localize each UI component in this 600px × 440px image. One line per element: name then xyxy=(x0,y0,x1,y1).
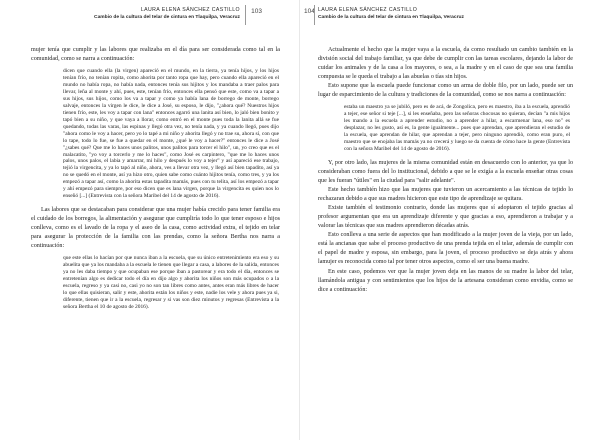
block-quote: que este ellas lo hacían por que nunca iban a la escuela, que su único entretenimiento era eso y su abuelita que ya los mandaba a la escuela le tienen que llegar a casa, a labores de la salida, entonces ya no les daba tiempo y que ocupaban ese porque iban a pastorear y era todo el día, entonces se entretenían algo es dedicar todo el día en dijo algo y ahorita los niños son más ocupados o a la escuela, regreso y ya casi no, casi yo no son tan libres como antes, antes eran más libres de hacer lo que ellas quisieran, salir y este, ahorita están los niños y este, nadie los vele y ahora pues ya si, diferente, tienen que ir a la escuela, regresar y si vas son diez minutos y regresas (Entrevista a la señora Bertha el 10 de agosto de 2016). xyxy=(63,255,279,311)
gutter xyxy=(299,0,300,440)
block-quote: estaba un maestro ya se jubiló, pero es de acá, de Zongolica, pero es maestro, iba a la escuela, aprendió a tejer, ese señor si teje [...], si les enseñaba, pero las señoras chocosas no quieran, decían "a mis hijos les mando a la escuela a aprender estudio, no a aprender a hilar, a escarmenar lana, eso no" es desplazar, no les gusto, así es, la gente igualmente... pues que aprendan, que aprendieran el estudio de la escuela, que aprendan de hilar, que aprendan a tejer, pero ninguno aprendiò, como eran puro, el maestro que se enojaba las mamás ya no crecerá y luego se da cuenta de cómo hace la gente (Entrevista con la señora Maribel del 14 de agosto de 2016). xyxy=(344,104,570,152)
page-number: 104 xyxy=(304,8,315,15)
header-divider xyxy=(245,5,246,25)
header-title: Cambio de la cultura del telar de cintura en Tlaquilpa, Veracruz xyxy=(318,15,464,20)
block-quote: dicen que cuando ella (la virgen) apareció en el mundo, en la tierra, ya tenía hijos, y los hijos tenían frío, no tenían ropita, como ahorita por tanto ropa que hay, pero cuando ella apareció en el mundo no había ropa, no había nada, entonces tenía sus hijitos y los mandaba a traer palos para llevar, leña al monte y ahí, pues, este, tenían frío, entonces ella pensó que este, como va a tapar a sus hijos, sus hijos, como los va a tapar y como ya había lana de borrego de monte, borrego salvaje, entonces la virgen le dice, le dice a José, su esposo, le dijo, "¿ahora qué? Nuestros hijos tienen frío, este, les voy a tapar con lana" entonces agarró una lanita así bien, lo jaló bien bonito y tapó bien a su niño, y que vaya a llorar, como entró en el monte pues toda la lanita allá se fue quedando, todas las varas, las espinas y llegó otra vez, no tenía nada, y ya cuando llegó, pues dijo "ahora como le voy a hacer, pero yo lo tapé a mi niño y ahorita llegó y no trae su, ahora sí, con que lo tape, todo lo fue, se fue a quedar en el monte, ¿qué le voy a hacer?" entonces le dice a José "¿sabes qué? Que me lo haces unos palitos, unos palitos para torcer el hilo", un, yo creo que es el malacatito, "yo voy a torcerlo y me lo haces", como José es carpintero, "que me lo haces unos palos, unos palos, el labia y amarrar, mi hilo y después lo voy a tejer" y así apareció ese trabajo, tejió la virgencita, y ya lo tapó al niño, ahora, ves a llevar otra vez, y llegó así bien tapadito, así ya no se quedó en el monte, así ya hizo otro, quien sabe como cuánto hijitos tenía, como tres, y ya los empezó a tapar así, como la ahorita estas tapadita mamás, pues con tu telita, así los empezó a tapar y ahí empezó para siempre, por eso dicen que es lana virgen, porque la virgencita es quien nos lo enseñó [...] (Entrevista con la señora Maribel del 14 de agosto de 2016). xyxy=(63,68,279,200)
header-divider xyxy=(314,5,315,25)
paragraph: Las labores que se destacaban para considerar que una mujer había crecido para tener familia era el cuidado de los borregos, la alimentación y asegurar que cumpliría todo lo que tener esposo e hijos conlleva, como es el lavado de la ropa y el aseo de la casa, como actividad extra, el tejido en telar para asegurar la protección de la familia con las prendas, como la señora Bertha nos narra a continuación: xyxy=(31,207,280,250)
paragraph: Actualmente el hecho que la mujer vaya a la escuela, da como resultado un cambio también en la división social del trabajo familiar, ya que debe de cumplir con las tareas escolares, dejando la labor de cuidar los animales y de la casa a los mayores, o sea, a la madre y en el caso de que sea una familia compuesta se le queda el trabajo a las abuelas o tías sin hijos. xyxy=(318,47,573,81)
header-author: LAURA ELENA SÁNCHEZ CASTILLO xyxy=(318,7,418,13)
paragraph: Existe también el testimonio contrario, donde las mujeres que sí adoptaron el tejido gracias al profesor argumentan que era un aprendizaje diferente y que gracias a eso, aprendieron a trabajar y a valorar las técnicas que sus madres aprendieron décadas atrás. xyxy=(318,205,573,230)
page-body xyxy=(318,46,573,295)
header-title: Cambio de la cultura del telar de cintura en Tlaquilpa, Veracruz xyxy=(94,15,240,20)
right-page xyxy=(304,0,600,440)
paragraph: mujer tenía que cumplir y las labores que realizaba en el día para ser considerada como tal en la comunidad, como se narra a continuación: xyxy=(31,47,280,63)
paragraph: Esto supone que la escuela puede funcionar como un arma de doble filo, por un lado, puede ser un lugar de esparcimiento de la cultura y tradiciones de la comunidad, como se nos narra a continuación: xyxy=(318,83,573,99)
running-header xyxy=(94,7,240,21)
header-author: LAURA ELENA SÁNCHEZ CASTILLO xyxy=(140,7,240,13)
page-body xyxy=(31,46,280,317)
paragraph: Este hecho también hizo que las mujeres que tuvieron un acercamiento a las técnicas de tejido lo rechazaran debido a que sus madres hicieron que este tipo de aprendizaje se quitara. xyxy=(318,187,573,203)
paragraph: Y, por otro lado, las mujeres de la misma comunidad están en desacuerdo con lo anterior, ya que lo consideraban como fuera del lo institucional, debido a que se le exigía a la escuela enseñar otras cosas que les fueran "útiles" en la ciudad para "salir adelante". xyxy=(318,159,573,185)
paragraph: En este caso, podemos ver que la mujer joven deja en las manos de su madre la labor del telar, llamándola antigua y con sentimientos que los hijos de la artesana consideran como envidia, como se dice a continuación: xyxy=(318,268,573,293)
left-page xyxy=(0,0,296,440)
page-number: 103 xyxy=(251,8,262,15)
running-header xyxy=(318,7,464,21)
paragraph: Esto conlleva a una serie de aspectos que han modificado a la mujer joven de la vieja, por un lado, está la ancianas que sabe el proceso productivo de una prenda tejida en el telar, además de cumplir con el papel de madre y esposa, sin embargo, para la joven, el proceso productivo se deja atrás y ahora lamujer es reconocida como tal por tener otros aspectos, como el ser una buena madre. xyxy=(318,232,573,266)
